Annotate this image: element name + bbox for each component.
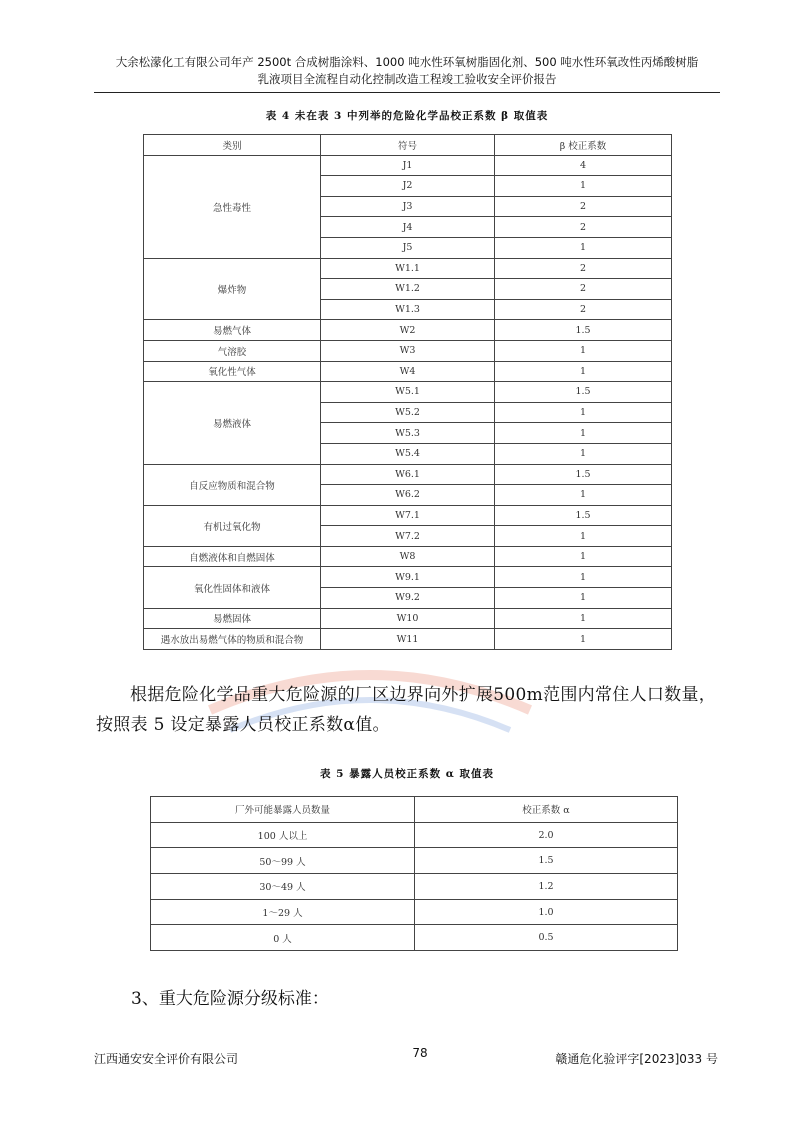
footer-company: 江西通安安全评价有限公司 <box>94 1052 239 1066</box>
beta-cell: 1 <box>495 629 672 650</box>
table-row <box>144 464 672 485</box>
table-row <box>151 874 678 900</box>
beta-cell: 1 <box>495 608 672 629</box>
alpha-cell: 1.0 <box>415 899 678 925</box>
beta-cell: 1.5 <box>495 505 672 526</box>
symbol-cell: W6.1 <box>321 464 495 485</box>
body-paragraph: 根据危险化学品重大危险源的厂区边界向外扩展500m范围内常住人口数量，按照表 5 设定暴露人员校正系数α值。 <box>96 685 717 735</box>
beta-cell: 1.5 <box>495 464 672 485</box>
table5 <box>150 796 678 951</box>
header-rule <box>94 92 720 93</box>
symbol-cell: W7.1 <box>321 505 495 526</box>
symbol-cell: J2 <box>321 176 495 197</box>
table-row <box>151 925 678 951</box>
table4-header-row <box>144 135 672 156</box>
symbol-cell: W1.1 <box>321 258 495 279</box>
symbol-cell: J3 <box>321 196 495 217</box>
symbol-cell: W5.3 <box>321 423 495 444</box>
table-row <box>151 848 678 874</box>
category-cell: 易燃液体 <box>144 382 321 464</box>
table4-body <box>144 155 672 649</box>
table5-body <box>151 822 678 950</box>
category-cell: 氧化性气体 <box>144 361 321 382</box>
table5-header-row <box>151 797 678 823</box>
beta-cell: 1 <box>495 237 672 258</box>
beta-cell: 1 <box>495 443 672 464</box>
table-row <box>151 899 678 925</box>
header-line-2: 乳液项目全流程自动化控制改造工程竣工验收安全评价报告 <box>257 72 557 86</box>
table-row <box>144 258 672 279</box>
table-row <box>144 382 672 403</box>
beta-cell: 1 <box>495 567 672 588</box>
symbol-cell: W2 <box>321 320 495 341</box>
alpha-cell: 0.5 <box>415 925 678 951</box>
beta-cell: 1 <box>495 176 672 197</box>
category-cell: 爆炸物 <box>144 258 321 320</box>
count-cell: 100 人以上 <box>151 822 415 848</box>
table-row <box>144 505 672 526</box>
count-cell: 0 人 <box>151 925 415 951</box>
symbol-cell: W8 <box>321 546 495 567</box>
table-row <box>151 822 678 848</box>
alpha-cell: 1.5 <box>415 848 678 874</box>
beta-cell: 1 <box>495 588 672 609</box>
category-cell: 自反应物质和混合物 <box>144 464 321 505</box>
symbol-cell: W7.2 <box>321 526 495 547</box>
symbol-cell: W4 <box>321 361 495 382</box>
beta-cell: 1.5 <box>495 320 672 341</box>
table-row <box>144 361 672 382</box>
symbol-cell: W11 <box>321 629 495 650</box>
symbol-cell: W10 <box>321 608 495 629</box>
table4 <box>143 134 672 650</box>
table5-header-count: 厂外可能暴露人员数量 <box>151 797 415 823</box>
beta-cell: 2 <box>495 196 672 217</box>
count-cell: 50～99 人 <box>151 848 415 874</box>
alpha-cell: 2.0 <box>415 822 678 848</box>
table-row <box>144 629 672 650</box>
table-row <box>144 320 672 341</box>
count-cell: 1～29 人 <box>151 899 415 925</box>
symbol-cell: W1.3 <box>321 299 495 320</box>
beta-cell: 1.5 <box>495 382 672 403</box>
page-number: 78 <box>412 1046 428 1060</box>
table-row <box>144 546 672 567</box>
beta-cell: 1 <box>495 402 672 423</box>
category-cell: 急性毒性 <box>144 155 321 258</box>
category-cell: 易燃固体 <box>144 608 321 629</box>
beta-cell: 1 <box>495 546 672 567</box>
beta-cell: 2 <box>495 217 672 238</box>
symbol-cell: W5.4 <box>321 443 495 464</box>
symbol-cell: J4 <box>321 217 495 238</box>
category-cell: 遇水放出易燃气体的物质和混合物 <box>144 629 321 650</box>
count-cell: 30～49 人 <box>151 874 415 900</box>
symbol-cell: W6.2 <box>321 485 495 506</box>
footer-report-number: 赣通危化验评字[2023]033 号 <box>555 1052 718 1066</box>
category-cell: 氧化性固体和液体 <box>144 567 321 608</box>
beta-cell: 1 <box>495 485 672 506</box>
beta-cell: 1 <box>495 340 672 361</box>
table4-header-symbol: 符号 <box>321 135 495 156</box>
table-row <box>144 155 672 176</box>
table4-caption: 表 4 未在表 3 中列举的危险化学品校正系数 β 取值表 <box>265 110 549 122</box>
table-row <box>144 567 672 588</box>
table5-header-alpha: 校正系数 α <box>415 797 678 823</box>
category-cell: 有机过氧化物 <box>144 505 321 546</box>
table5-caption: 表 5 暴露人员校正系数 α 取值表 <box>319 768 494 780</box>
beta-cell: 1 <box>495 361 672 382</box>
beta-cell: 2 <box>495 299 672 320</box>
symbol-cell: J1 <box>321 155 495 176</box>
table-row <box>144 608 672 629</box>
section-heading: 3、重大危险源分级标准： <box>131 989 329 1009</box>
symbol-cell: W9.2 <box>321 588 495 609</box>
category-cell: 易燃气体 <box>144 320 321 341</box>
symbol-cell: W5.2 <box>321 402 495 423</box>
beta-cell: 1 <box>495 526 672 547</box>
beta-cell: 4 <box>495 155 672 176</box>
alpha-cell: 1.2 <box>415 874 678 900</box>
table-row <box>144 340 672 361</box>
category-cell: 自燃液体和自燃固体 <box>144 546 321 567</box>
beta-cell: 1 <box>495 423 672 444</box>
symbol-cell: W5.1 <box>321 382 495 403</box>
category-cell: 气溶胶 <box>144 340 321 361</box>
header-line-1: 大余松濛化工有限公司年产 2500t 合成树脂涂料、1000 吨水性环氧树脂固化剂、500 吨水性环氧改性丙烯酸树脂 <box>115 55 699 69</box>
symbol-cell: W1.2 <box>321 279 495 300</box>
page-header <box>94 54 720 88</box>
symbol-cell: W9.1 <box>321 567 495 588</box>
table4-header-beta: β 校正系数 <box>495 135 672 156</box>
beta-cell: 2 <box>495 279 672 300</box>
table4-header-category: 类别 <box>144 135 321 156</box>
symbol-cell: J5 <box>321 237 495 258</box>
symbol-cell: W3 <box>321 340 495 361</box>
beta-cell: 2 <box>495 258 672 279</box>
